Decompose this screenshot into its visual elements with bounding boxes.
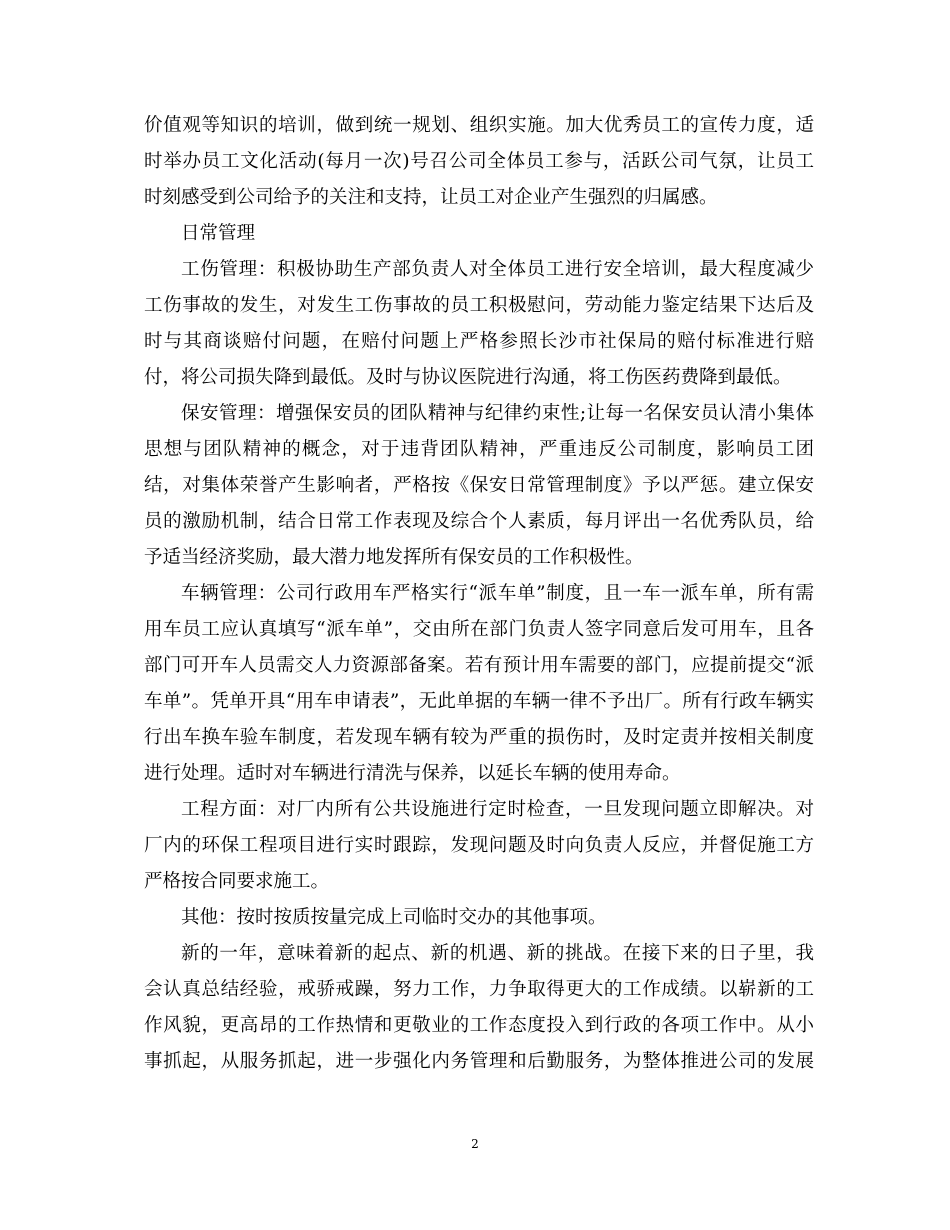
paragraph-line: 时举办员工文化活动(每月一次)号召公司全体员工参与，活跃公司气氛，让员工 (144, 151, 814, 172)
paragraph-line: 予适当经济奖励，最大潜力地发挥所有保安员的工作积极性。 (144, 547, 644, 568)
paragraph-line: 工程方面：对厂内所有公共设施进行定时检查，一旦发现问题立即解决。对 (181, 799, 814, 820)
page-number: 2 (471, 1137, 479, 1151)
paragraph-line: 价值观等知识的培训，做到统一规划、组织实施。加大优秀员工的宣传力度，适 (144, 115, 814, 136)
paragraph-line: 时刻感受到公司给予的关注和支持，让员工对企业产生强烈的归属感。 (144, 187, 718, 208)
section-heading: 日常管理 (181, 223, 256, 244)
paragraph-line: 部门可开车人员需交人力资源部备案。若有预计用车需要的部门，应提前提交“派 (144, 655, 814, 676)
paragraph-line: 时与其商谈赔付问题，在赔付问题上严格参照长沙市社保局的赔付标准进行赔 (144, 331, 814, 352)
paragraph-line: 工伤管理：积极协助生产部负责人对全体员工进行安全培训，最大程度减少 (181, 259, 814, 280)
paragraph-line: 车单”。凭单开具“用车申请表”，无此单据的车辆一律不予出厂。所有行政车辆实 (144, 691, 814, 712)
paragraph-line: 用车员工应认真填写“派车单”，交由所在部门负责人签字同意后发可用车，且各 (144, 619, 814, 640)
paragraph-line: 员的激励机制，结合日常工作表现及综合个人素质，每月评出一名优秀队员，给 (144, 511, 814, 532)
paragraph-line: 厂内的环保工程项目进行实时跟踪，发现问题及时向负责人反应，并督促施工方 (144, 835, 814, 856)
paragraph-line: 作风貌，更高昂的工作热情和更敬业的工作态度投入到行政的各项工作中。从小 (144, 1015, 814, 1036)
paragraph-line: 结，对集体荣誉产生影响者，严格按《保安日常管理制度》予以严惩。建立保安 (144, 475, 814, 496)
paragraph-line: 保安管理：增强保安员的团队精神与纪律约束性;让每一名保安员认清小集体 (181, 403, 814, 424)
paragraph-line: 会认真总结经验，戒骄戒躁，努力工作，力争取得更大的工作成绩。以崭新的工 (144, 979, 814, 1000)
paragraph-line: 行出车换车验车制度，若发现车辆有较为严重的损伤时，及时定责并按相关制度 (144, 727, 814, 748)
paragraph-line: 进行处理。适时对车辆进行清洗与保养，以延长车辆的使用寿命。 (144, 763, 681, 784)
paragraph-line: 工伤事故的发生，对发生工伤事故的员工积极慰问，劳动能力鉴定结果下达后及 (144, 295, 814, 316)
paragraph-line: 事抓起，从服务抓起，进一步强化内务管理和后勤服务，为整体推进公司的发展 (144, 1051, 814, 1072)
paragraph-line: 付，将公司损失降到最低。及时与协议医院进行沟通，将工伤医药费降到最低。 (144, 367, 792, 388)
paragraph-line: 严格按合同要求施工。 (144, 871, 330, 892)
paragraph-line: 车辆管理：公司行政用车严格实行“派车单”制度，且一车一派车单，所有需 (181, 583, 814, 604)
paragraph-line: 新的一年，意味着新的起点、新的机遇、新的挑战。在接下来的日子里，我 (181, 943, 814, 964)
paragraph-line: 其他：按时按质按量完成上司临时交办的其他事项。 (181, 907, 607, 928)
paragraph-line: 思想与团队精神的概念，对于违背团队精神，严重违反公司制度，影响员工团 (144, 439, 814, 460)
